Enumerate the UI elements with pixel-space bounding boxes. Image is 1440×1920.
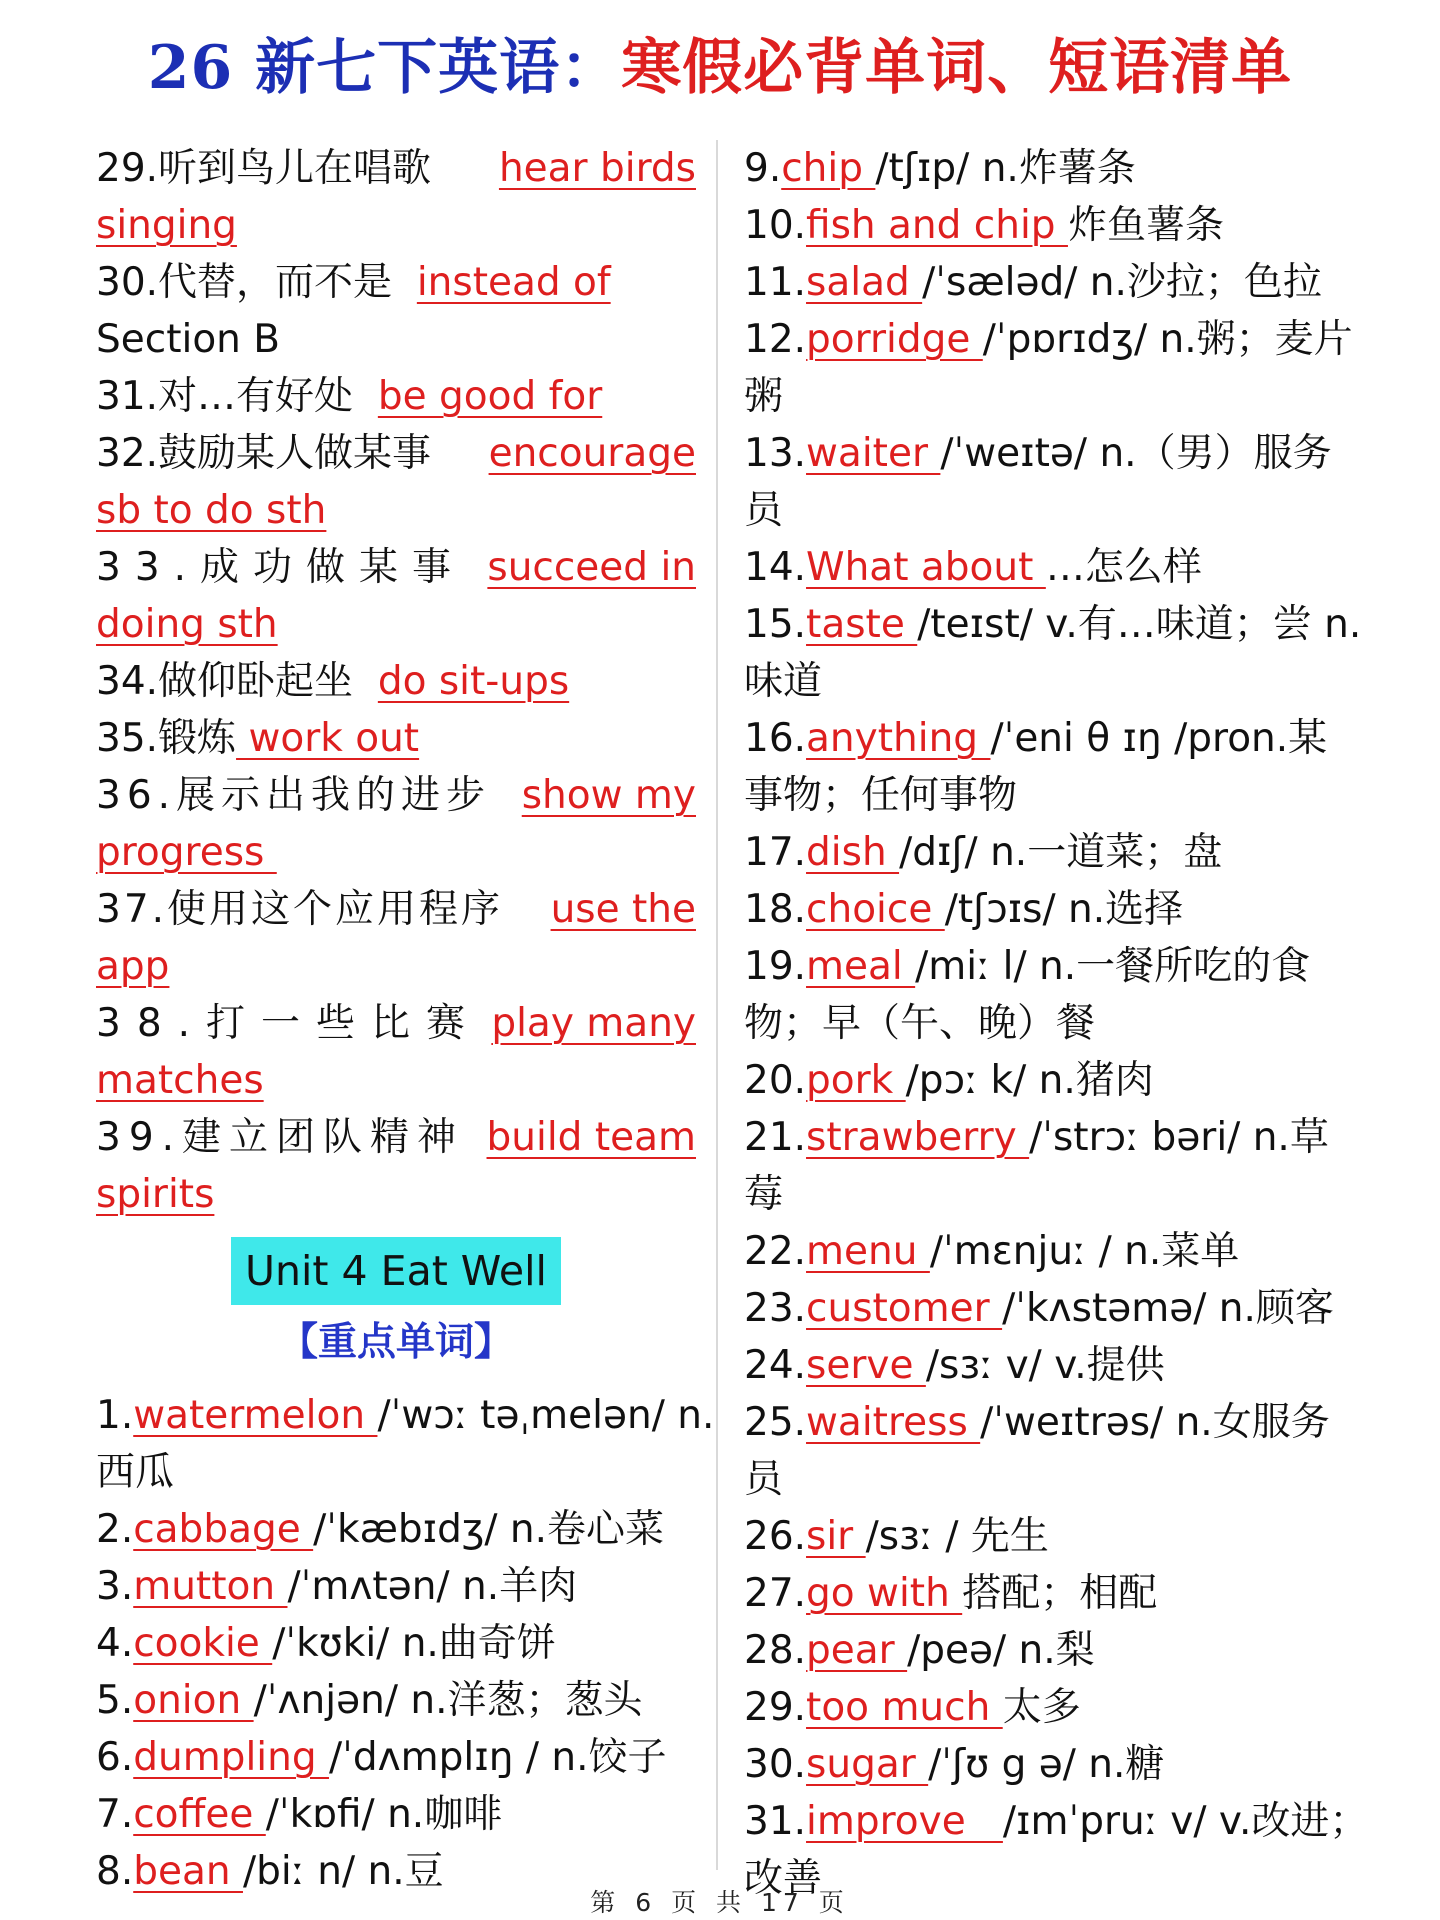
item-definition: /ˈdʌmplɪŋ / n.饺子 (328, 1735, 667, 1780)
item-english-cont: doing sth (96, 602, 278, 647)
word-item (744, 1223, 1364, 1280)
item-definition-cont: 物；早（午、晚）餐 (744, 1001, 1096, 1046)
word-item (744, 1280, 1364, 1337)
item-number: 2. (96, 1507, 134, 1552)
word-item (96, 1501, 696, 1558)
phrase-item (96, 995, 696, 1052)
item-word: mutton (133, 1564, 288, 1609)
item-number: 8. (96, 1849, 134, 1894)
item-definition: …怎么样 (1045, 545, 1202, 590)
item-word: sir (806, 1514, 866, 1559)
item-definition: /ˈeni θ ɪŋ /pron.某 (990, 716, 1328, 761)
title-part-2: 寒假必背单词、短语清单 (621, 33, 1293, 103)
item-word: pear (806, 1628, 908, 1673)
item-definition: /ˈkʌstəmə/ n.顾客 (1002, 1286, 1334, 1331)
word-item (744, 1508, 1364, 1565)
item-definition: /tʃɪp/ n.炸薯条 (875, 146, 1136, 191)
item-definition: /dɪʃ/ n.一道菜；盘 (899, 830, 1223, 875)
word-item (744, 425, 1364, 482)
item-number: 17. (744, 830, 807, 875)
item-definition-cont: 莓 (744, 1172, 784, 1217)
word-item (96, 1558, 696, 1615)
item-definition: 太多 (1002, 1685, 1081, 1730)
item-word: taste (806, 602, 918, 647)
item-word: cabbage (133, 1507, 314, 1552)
unit-heading: Unit 4 Eat Well (231, 1237, 561, 1305)
item-definition: /peə/ n.梨 (907, 1628, 1095, 1673)
item-chinese: 听到鸟儿在唱歌 (158, 146, 432, 191)
item-definition: /ˈkɒfi/ n.咖啡 (265, 1792, 503, 1837)
item-word: salad (806, 260, 923, 305)
page-footer: 第 6 页 共 17 页 (590, 1888, 850, 1917)
word-item (96, 1672, 696, 1729)
word-item (744, 539, 1364, 596)
item-definition: /ˈweɪtrəs/ n.女服务 (980, 1400, 1330, 1445)
item-definition: /sɜː v/ v.提供 (925, 1343, 1165, 1388)
column-divider (716, 140, 718, 1870)
item-definition-cont: 粥 (744, 374, 784, 419)
word-item (744, 311, 1364, 368)
phrase-item (96, 539, 696, 596)
page-title (0, 18, 1440, 118)
word-item (744, 824, 1364, 881)
item-definition: /ˈweɪtə/ n.（男）服务 (940, 431, 1332, 476)
item-number: 13. (744, 431, 807, 476)
item-number: 4. (96, 1621, 134, 1666)
item-word: cookie (133, 1621, 273, 1666)
item-english-cont: sb to do sth (96, 488, 327, 533)
item-chinese: 建立团队精神 (182, 1115, 465, 1160)
word-item (96, 1387, 715, 1444)
word-item (744, 254, 1364, 311)
item-number: 27. (744, 1571, 807, 1616)
item-english-cont: spirits (96, 1172, 215, 1217)
word-item (744, 1679, 1364, 1736)
item-chinese: 锻炼 (158, 716, 237, 761)
item-english: build team (486, 1115, 696, 1160)
item-definition: /ɪmˈpruː v/ v.改进； (1002, 1799, 1369, 1844)
item-word: onion (133, 1678, 254, 1723)
item-definition: 搭配；相配 (962, 1571, 1158, 1616)
word-item (744, 710, 1364, 767)
word-item (744, 1394, 1364, 1451)
item-definition: /ˈpɒrɪdʒ/ n.粥；麦片 (982, 317, 1353, 362)
item-number: 15. (744, 602, 807, 647)
item-definition: /ˈsæləd/ n.沙拉；色拉 (922, 260, 1322, 305)
word-item (744, 197, 1364, 254)
item-chinese: 对…有好处 (158, 374, 354, 419)
item-word: fish and chip (806, 203, 1068, 248)
word-item (96, 1615, 696, 1672)
item-number: 29. (96, 146, 159, 191)
word-item (744, 1565, 1364, 1622)
item-definition-cont: 事物；任何事物 (744, 773, 1018, 818)
item-number: 5. (96, 1678, 134, 1723)
item-number: 12. (744, 317, 807, 362)
item-word: bean (133, 1849, 243, 1894)
word-item (744, 938, 1364, 995)
item-number: 20. (744, 1058, 807, 1103)
item-definition: /ˈkʊki/ n.曲奇饼 (272, 1621, 556, 1666)
item-chinese: 成功做某事 (200, 545, 466, 590)
item-english: instead of (416, 260, 611, 305)
word-item (744, 596, 1364, 653)
item-word: menu (806, 1229, 930, 1274)
item-number: 31. (96, 374, 159, 419)
phrase-item (96, 425, 696, 482)
item-number: 31. (744, 1799, 807, 1844)
item-word: watermelon (133, 1393, 378, 1438)
unit-heading-wrap (96, 1237, 696, 1305)
item-word: What about (806, 545, 1046, 590)
item-number: 32. (96, 431, 159, 476)
phrase-item (96, 881, 696, 938)
item-number: 21. (744, 1115, 807, 1160)
word-item (744, 1109, 1364, 1166)
item-definition: /teɪst/ v.有…味道；尝 n. (917, 602, 1362, 647)
item-number: 28. (744, 1628, 807, 1673)
item-definition: /sɜː / 先生 (865, 1514, 1049, 1559)
item-number: 19. (744, 944, 807, 989)
item-chinese: 打一些比赛 (206, 1001, 482, 1046)
item-number: 16. (744, 716, 807, 761)
item-number: 10. (744, 203, 807, 248)
word-item (96, 1729, 696, 1786)
item-word: improve (806, 1799, 1003, 1844)
word-item (744, 1337, 1364, 1394)
word-item (744, 1736, 1364, 1793)
item-number: 7. (96, 1792, 134, 1837)
word-item (96, 1786, 696, 1843)
item-word: pork (806, 1058, 906, 1103)
item-english-cont: app (96, 944, 170, 989)
phrase-item (96, 254, 696, 311)
item-definition: /ˈwɔː təˌmelən/ n. (377, 1393, 715, 1438)
item-word: serve (806, 1343, 926, 1388)
item-word: strawberry (806, 1115, 1030, 1160)
item-definition-cont: 西瓜 (96, 1450, 175, 1495)
item-definition: /biː n/ n.豆 (242, 1849, 444, 1894)
item-definition: /pɔː k/ n.猪肉 (905, 1058, 1154, 1103)
item-definition-cont: 味道 (744, 659, 823, 704)
item-number: 26. (744, 1514, 807, 1559)
word-item (744, 1052, 1364, 1109)
item-definition: /tʃɔɪs/ n.选择 (944, 887, 1184, 932)
item-number: 29. (744, 1685, 807, 1730)
item-english-cont: singing (96, 203, 237, 248)
item-word: go with (806, 1571, 963, 1616)
item-english: play many (491, 1001, 696, 1046)
item-number: 1. (96, 1393, 134, 1438)
item-number: 18. (744, 887, 807, 932)
item-number: 22. (744, 1229, 807, 1274)
phrase-item (96, 653, 696, 710)
item-definition-cont: 员 (744, 1457, 784, 1502)
item-chinese: 代替，而不是 (158, 260, 393, 305)
item-word: coffee (133, 1792, 266, 1837)
phrase-item (96, 710, 696, 767)
left-column (96, 140, 715, 1900)
item-number: 33. (96, 545, 201, 590)
section-b-heading: Section B (96, 317, 281, 362)
item-word: chip (781, 146, 876, 191)
item-word: porridge (806, 317, 983, 362)
item-word: waiter (806, 431, 941, 476)
item-word: anything (806, 716, 991, 761)
item-word: dumpling (133, 1735, 329, 1780)
item-number: 6. (96, 1735, 134, 1780)
item-english-cont: progress (96, 830, 277, 875)
word-item (744, 1793, 1369, 1850)
item-chinese: 使用这个应用程序 (167, 887, 504, 932)
item-number: 39. (96, 1115, 183, 1160)
item-chinese: 鼓励某人做某事 (158, 431, 432, 476)
word-item (744, 1622, 1364, 1679)
item-word: waitress (806, 1400, 981, 1445)
item-word: meal (806, 944, 916, 989)
item-english: encourage (488, 431, 696, 476)
item-number: 36. (96, 773, 177, 818)
item-number: 25. (744, 1400, 807, 1445)
item-word: sugar (806, 1742, 929, 1787)
key-words-heading: 【重点单词】 (278, 1320, 513, 1365)
item-english: succeed in (487, 545, 696, 590)
item-definition: 炸鱼薯条 (1067, 203, 1224, 248)
item-english: be good for (377, 374, 603, 419)
item-english: show my (521, 773, 696, 818)
phrase-item (96, 368, 696, 425)
item-definition: /ˈmɛnjuː / n.菜单 (929, 1229, 1240, 1274)
item-english: hear birds (498, 146, 696, 191)
item-definition: /ˈʌnjən/ n.洋葱；葱头 (253, 1678, 643, 1723)
item-definition: /ˈkæbɪdʒ/ n.卷心菜 (313, 1507, 665, 1552)
item-number: 3. (96, 1564, 134, 1609)
right-column (744, 140, 1369, 1907)
item-definition: /ˈstrɔː bəri/ n.草 (1029, 1115, 1329, 1160)
item-english: work out (236, 716, 420, 761)
item-number: 38. (96, 1001, 207, 1046)
item-english-cont: matches (96, 1058, 264, 1103)
item-definition: /miː l/ n.一餐所吃的食 (915, 944, 1311, 989)
phrase-item (96, 140, 696, 197)
item-english: do sit-ups (377, 659, 570, 704)
word-item (744, 881, 1364, 938)
item-word: choice (806, 887, 945, 932)
item-number: 34. (96, 659, 159, 704)
item-number: 23. (744, 1286, 807, 1331)
item-number: 30. (744, 1742, 807, 1787)
item-number: 30. (96, 260, 159, 305)
item-definition: /ˈmʌtən/ n.羊肉 (287, 1564, 578, 1609)
item-number: 14. (744, 545, 807, 590)
item-number: 11. (744, 260, 807, 305)
item-number: 9. (744, 146, 782, 191)
item-english: use the (550, 887, 696, 932)
item-number: 24. (744, 1343, 807, 1388)
item-chinese: 展示出我的进步 (176, 773, 492, 818)
item-chinese: 做仰卧起坐 (158, 659, 354, 704)
item-word: dish (806, 830, 900, 875)
word-item (744, 140, 1364, 197)
item-number: 37. (96, 887, 168, 932)
item-number: 35. (96, 716, 159, 761)
item-definition-cont: 员 (744, 488, 784, 533)
title-part-1: 26 新七下英语： (147, 33, 622, 103)
item-definition-cont: 改善 (744, 1856, 823, 1901)
phrase-item (96, 1109, 696, 1166)
phrase-item (96, 767, 696, 824)
item-word: customer (806, 1286, 1003, 1331)
item-word: too much (806, 1685, 1003, 1730)
item-definition: /ˈʃʊ g ə/ n.糖 (928, 1742, 1165, 1787)
